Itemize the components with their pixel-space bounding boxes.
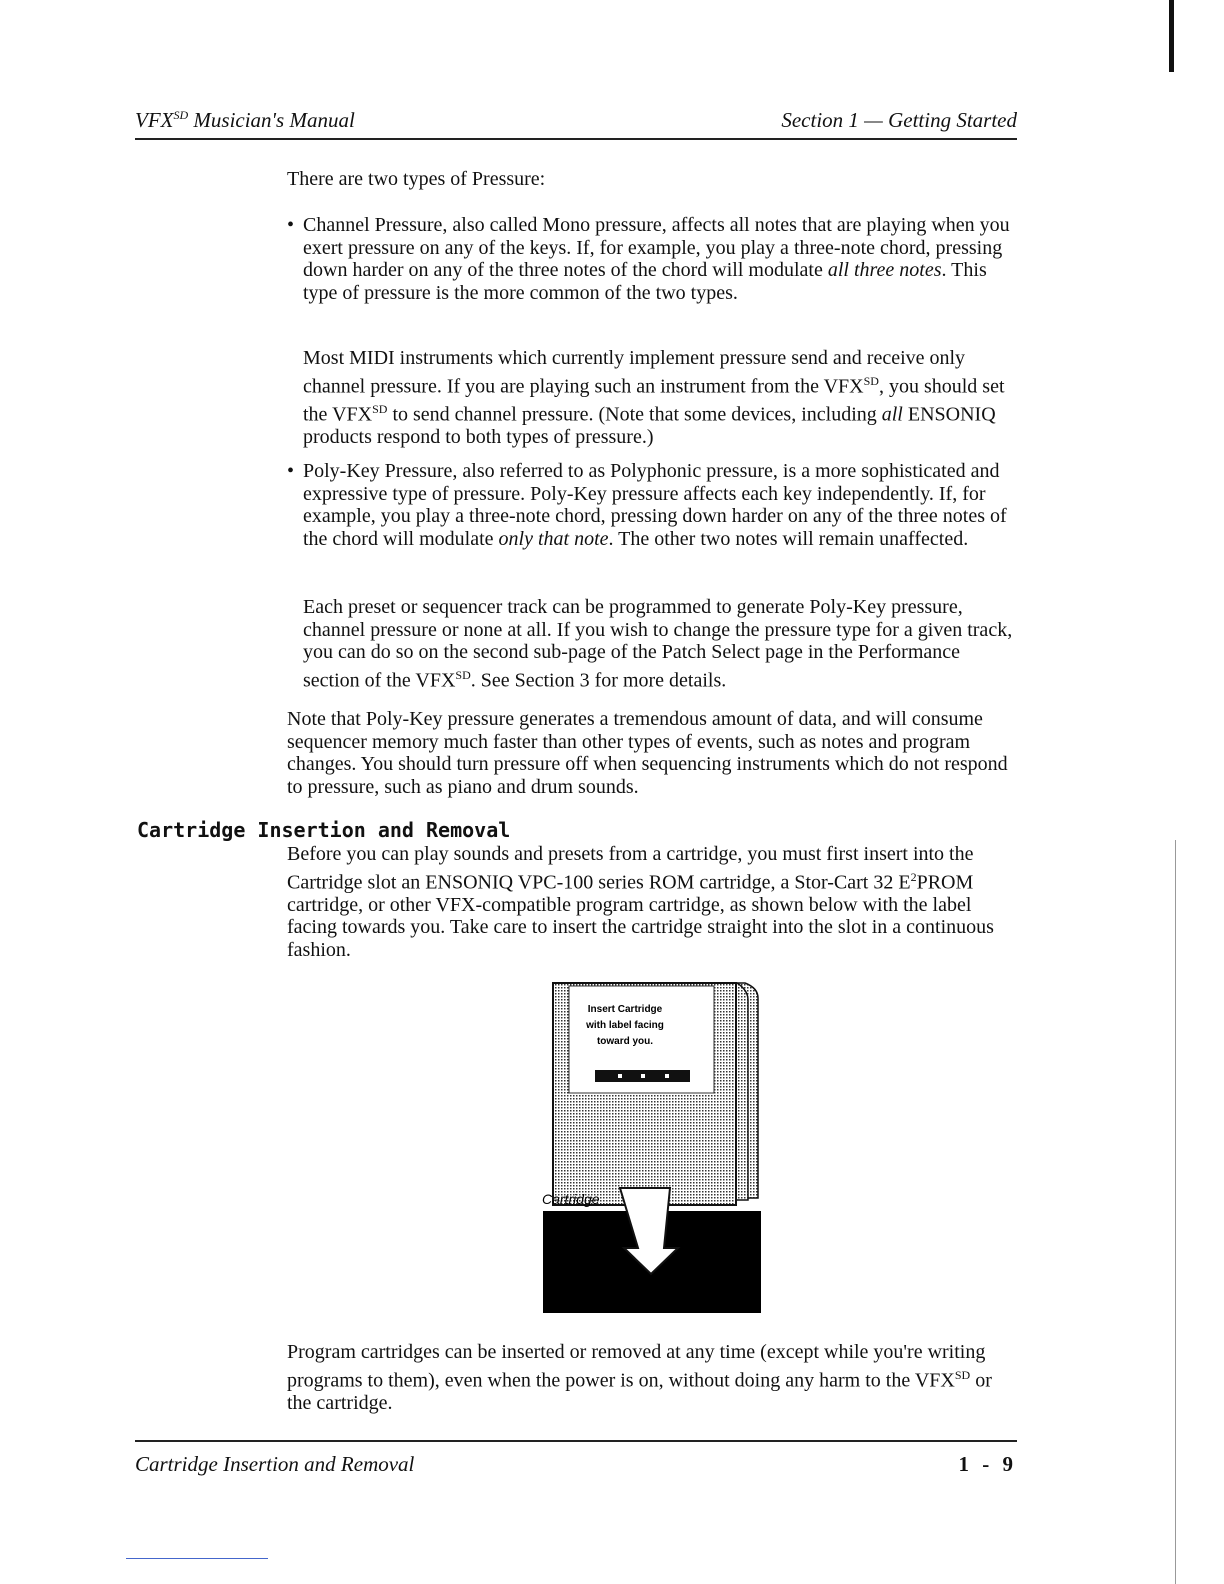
cartridge-figure: [540, 978, 765, 1318]
label-line-3: toward you.: [596, 1036, 654, 1047]
scan-blue-line: [126, 1558, 268, 1559]
cartridge-illustration: [540, 978, 765, 1318]
page-header: [135, 108, 1017, 140]
page-footer: [135, 1440, 1017, 1476]
scan-margin-line: [1175, 840, 1176, 1584]
preset-paragraph: Each preset or sequencer track can be programmed to generate Poly-Key pressure, channel pressure or none at all. If you wish to change the pressure type for a given track, you can do so on the second sub-page of the Patch Select page in the Performance section of the $VFX^{SD}$. See Section 3 for more details.: [303, 596, 1013, 692]
section-heading: Cartridge Insertion and Removal: [137, 818, 511, 842]
final-paragraph: Program cartridges can be inserted or removed at any time (except while you're writing programs to them), even when the power is on, without doing any harm to the $VFX^{SD}$ or the cartridge.: [287, 1341, 992, 1414]
label-line-2: with label facing: [586, 1020, 664, 1031]
contact-notch: [618, 1074, 622, 1078]
intro-paragraph: There are two types of Pressure:: [287, 168, 546, 190]
note-paragraph: Note that Poly-Key pressure generates a tremendous amount of data, and will consume sequencer memory much faster than other types of events, such as notes and program changes. You should turn pressure off when sequencing instruments which do not respond to pressure, such as piano and drum sounds.: [287, 708, 1008, 798]
bullet-marker: •: [287, 214, 295, 236]
cartridge-paragraph: Before you can play sounds and presets from a cartridge, you must first insert into the Cartridge slot an ENSONIQ VPC-100 series ROM cartridge, a Stor-Cart 32 $E^2PROM$ cartridge, or other VFX-compatible program cartridge, as shown below with the label facing towards you. Take care to insert the cartridge straight into the slot in a continuous fashion.: [287, 843, 994, 961]
scan-edge-mark: [1169, 0, 1174, 72]
label-line-1: Insert Cartridge: [587, 1004, 663, 1015]
bullet-marker: •: [287, 460, 295, 482]
section-title: Section 1 — Getting Started: [781, 108, 1017, 132]
contact-notch: [641, 1074, 645, 1078]
poly-key-paragraph: Poly-Key Pressure, also referred to as Polyphonic pressure, is a more sophisticated and expressive type of pressure. Poly-Key pressure affects each key independently. If, for example, you play a three-note chord, pressing down harder on any of the three notes of the chord will modulate only that note. The other two notes will remain unaffected.: [303, 460, 1007, 550]
midi-paragraph: Most MIDI instruments which currently implement pressure send and receive only channel pressure. If you are playing such an instrument from the $VFX^{SD}$, you should set the $VFX^{SD}$ to send channel pressure. (Note that some devices, including all ENSONIQ products respond to both types of pressure.): [303, 347, 1005, 448]
footer-title: Cartridge Insertion and Removal: [135, 1452, 415, 1476]
page-number: 1 - 9: [958, 1452, 1017, 1476]
channel-pressure-paragraph: Channel Pressure, also called Mono pressure, affects all notes that are playing when you exert pressure on any of the keys. If, for example, you play a three-note chord, pressing down harder on any of the three notes of the chord will modulate all three notes. This type of pressure is the more common of the two types.: [303, 214, 1010, 304]
contact-notch: [665, 1074, 669, 1078]
manual-title: $VFX^{SD}$ Musician's Manual: [135, 108, 355, 132]
cartridge-caption: Cartridge: [542, 1191, 600, 1207]
